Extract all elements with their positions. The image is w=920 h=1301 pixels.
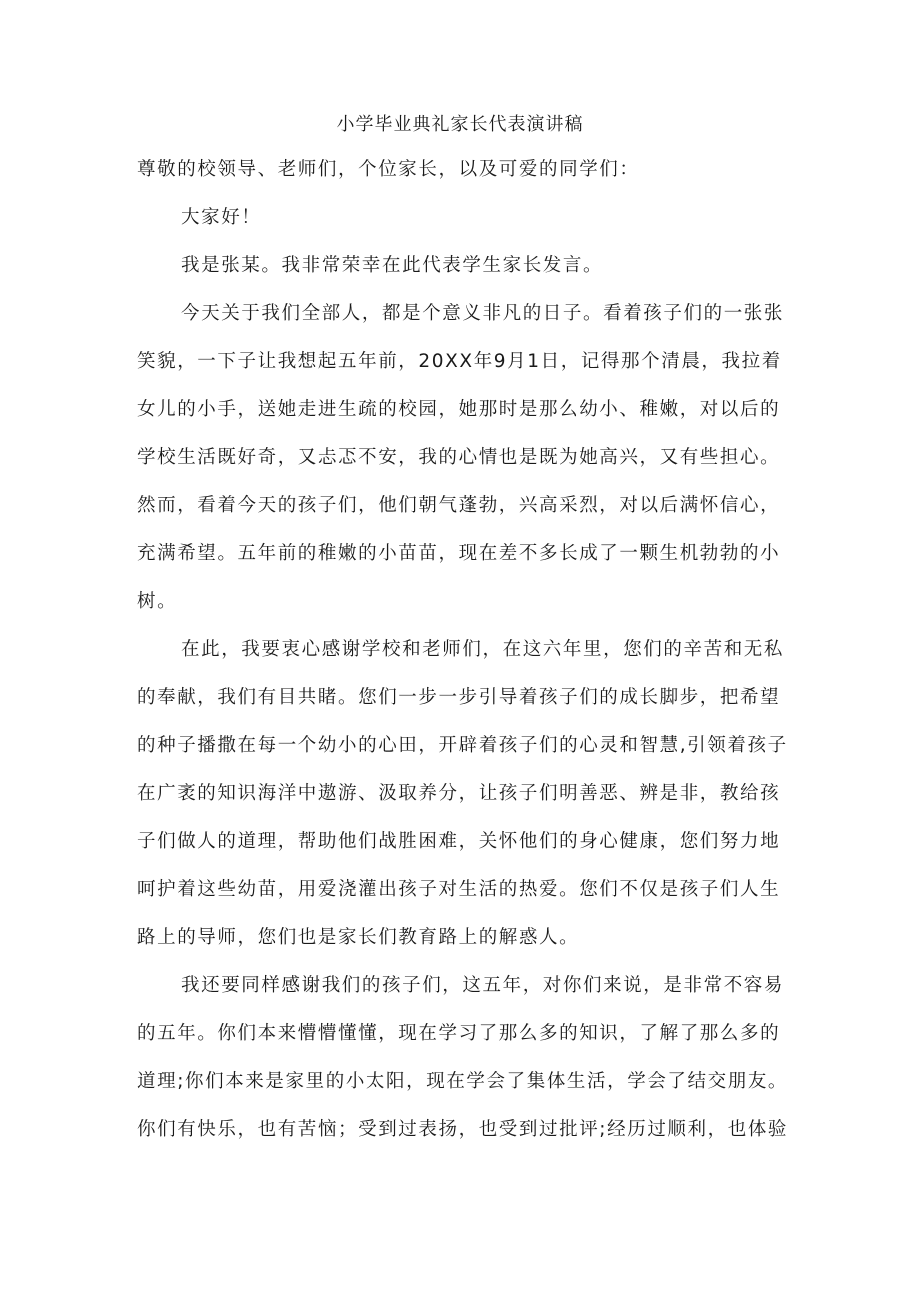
paragraph-line: 在广袤的知识海洋中遨游、汲取养分，让孩子们明善恶、辨是非，教给孩 [137,783,781,804]
document-title: 小学毕业典礼家长代表演讲稿 [336,114,584,135]
paragraph-line: 呵护着这些幼苗，用爱浇灌出孩子对生活的热爱。您们不仅是孩子们人生 [137,879,781,900]
paragraph-line: 路上的导师，您们也是家长们教育路上的解惑人。 [137,927,580,948]
paragraph-line: 的种子播撒在每一个幼小的心田，开辟着孩子们的心灵和智慧,引领着孩子 [137,735,788,756]
paragraph-line: 充满希望。五年前的稚嫩的小苗苗，现在差不多长成了一颗生机勃勃的小 [137,543,781,564]
paragraph-line: 女儿的小手，送她走进生疏的校园，她那时是那么幼小、稚嫩，对以后的 [137,399,781,420]
paragraph-line: 我还要同样感谢我们的孩子们，这五年，对你们来说，是非常不容易 [181,975,785,996]
paragraph-line: 的五年。你们本来懵懵懂懂，现在学习了那么多的知识，了解了那么多的 [137,1023,781,1044]
paragraph-line: 子们做人的道理，帮助他们战胜困难，关怀他们的身心健康，您们努力地 [137,831,781,852]
paragraph-line: 的奉献，我们有目共睹。您们一步一步引导着孩子们的成长脚步，把希望 [137,687,781,708]
paragraph-line: 学校生活既好奇，又忐忑不安，我的心情也是既为她高兴，又有些担心。 [137,447,781,468]
paragraph-line: 然而，看着今天的孩子们，他们朝气蓬勃，兴高采烈，对以后满怀信心， [137,495,781,516]
paragraph-line: 在此，我要衷心感谢学校和老师们，在这六年里，您们的辛苦和无私 [181,639,785,660]
greeting-line: 大家好！ [181,207,262,228]
intro-line: 我是张某。我非常荣幸在此代表学生家长发言。 [181,255,604,276]
paragraph-line: 笑貌，一下子让我想起五年前，20XX年9月1日，记得那个清晨，我拉着 [137,351,782,372]
paragraph-line: 你们有快乐，也有苦恼；受到过表扬，也受到过批评;经历过顺利，也体验 [137,1119,789,1140]
paragraph-line: 树。 [137,591,178,612]
salutation-line: 尊敬的校领导、老师们，个位家长，以及可爱的同学们： [137,159,640,180]
paragraph-line: 今天关于我们全部人，都是个意义非凡的日子。看着孩子们的一张张 [181,303,785,324]
paragraph-line: 道理;你们本来是家里的小太阳，现在学会了集体生活，学会了结交朋友。 [137,1071,789,1092]
